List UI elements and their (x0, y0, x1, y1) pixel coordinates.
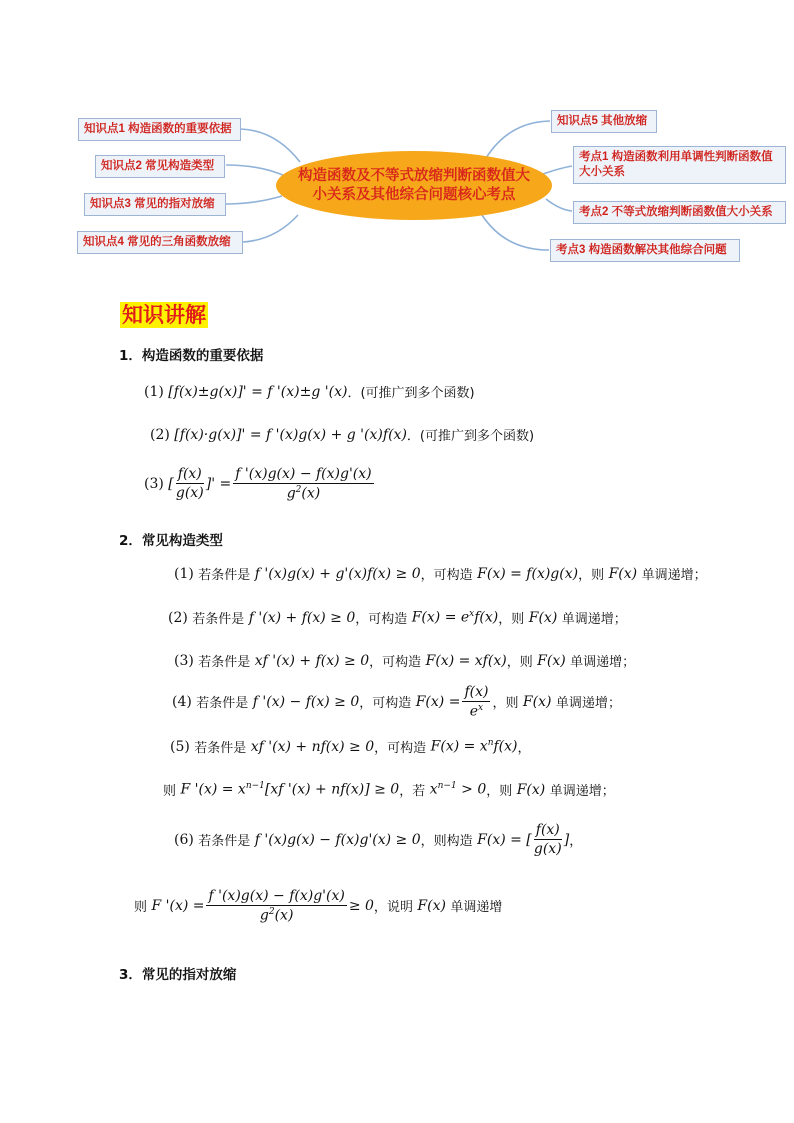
mindmap-node-t3: 考点3 构造函数解决其他综合问题 (550, 239, 740, 262)
mindmap-node-k4: 知识点4 常见的三角函数放缩 (77, 231, 243, 254)
mindmap-node-k2: 知识点2 常见构造类型 (95, 155, 225, 178)
type-2: (2) 若条件是 f '(x) + f(x) ≥ 0 ， 可构造 $F(x) = e^xf(x)$ ， 则 F(x) 单调递增 ； (168, 609, 627, 627)
mindmap-node-t1: 考点1 构造函数利用单调性判断函数值大小关系 (573, 146, 786, 184)
mindmap-node-t2: 考点2 不等式放缩判断函数值大小关系 (573, 201, 786, 224)
section2-title: 2．常见构造类型 (119, 533, 223, 549)
mindmap-center-node (276, 151, 552, 220)
section1-title: 1．构造函数的重要依据 (119, 348, 264, 364)
formula-1: (1) [f(x)±g(x)]' = f '(x)±g '(x) ．(可推广到多个函数) (144, 383, 475, 401)
section3-title: 3．常见的指对放缩 (119, 967, 237, 983)
formula-2: (2) [f(x)·g(x)]' = f '(x)g(x) + g '(x)f(x) ．(可推广到多个函数) (150, 426, 535, 444)
mindmap-node-k3: 知识点3 常见的指对放缩 (84, 193, 226, 216)
section-heading: 知识讲解 (122, 303, 206, 327)
formula-3: (3) [ $\frac{f(x)}{g(x)}$ ]' = $\frac{f '(x)g(x) - f(x)g'(x)}{g^2(x)}$ (144, 466, 372, 502)
mindmap-center-text: 构造函数及不等式放缩判断函数值大小关系及其他综合问题核心考点 (298, 167, 530, 203)
type-5-cont: 则 F '$(x) = x^{n-1}[xf$ '(x) + nf(x)] ≥ 0 ， 若 $x^{n-1} > 0$ ， 则 F(x) 单调递增 ； (163, 781, 615, 799)
mindmap-node-k1: 知识点1 构造函数的重要依据 (78, 118, 241, 141)
type-3: (3) 若条件是 xf '(x) + f(x) ≥ 0 ， 可构造 F(x) = xf(x) ， 则 F(x) 单调递增 ； (174, 652, 636, 670)
type-6-cont: 则 F '(x) = $\frac{f '(x)g(x) - f(x)g'(x)}{g^2(x)}$ ≥ 0 ， 说明 F(x) 单调递增 (134, 888, 503, 924)
type-4: (4) 若条件是 f '(x) − f(x) ≥ 0 ， 可构造 F(x) = $\frac{f(x)}{e^x}$ ， 则 F(x) 单调递增 ； (172, 684, 621, 720)
type-1: (1) 若条件是 f '(x)g(x) + g'(x)f(x) ≥ 0 ， 可构造 F(x) = f(x)g(x) ， 则 F(x) 单调递增 ； (174, 565, 707, 583)
type-5: (5) 若条件是 xf '(x) + nf(x) ≥ 0 ， 可构造 $F(x) = x^nf(x)$ ， (170, 738, 531, 756)
mindmap-node-k5: 知识点5 其他放缩 (551, 110, 657, 133)
type-6: (6) 若条件是 f '(x)g(x) − f(x)g'(x) ≥ 0 ， 则构造 F(x) = [ $\frac{f(x)}{g(x)}$ ] ， (174, 822, 583, 857)
